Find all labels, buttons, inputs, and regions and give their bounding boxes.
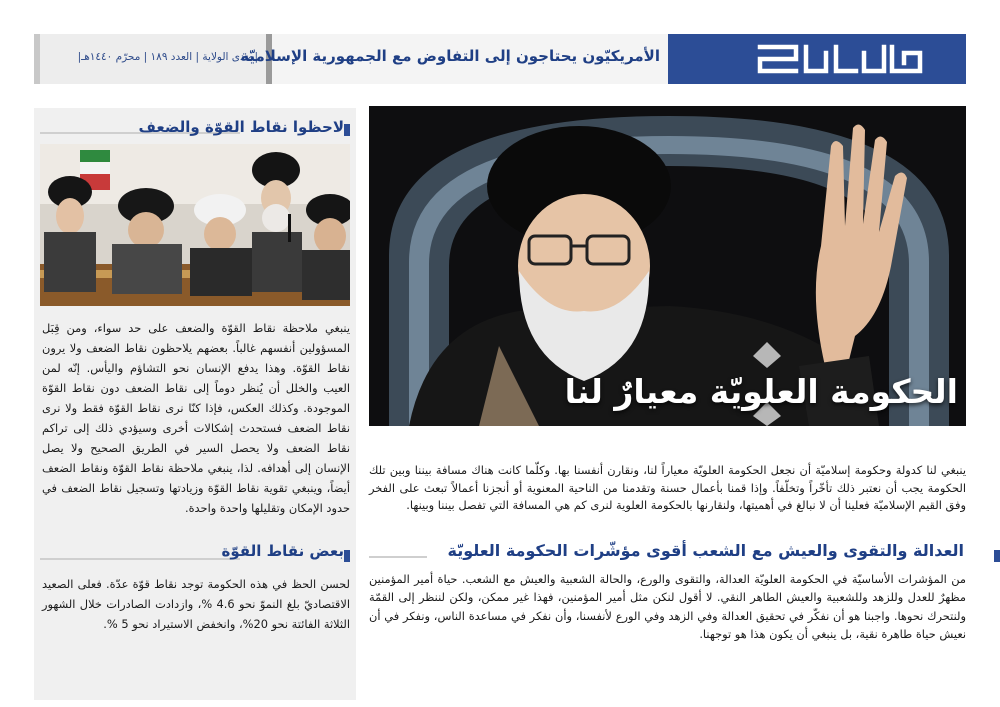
section-marker [994, 550, 1000, 562]
title-marker-2 [344, 550, 350, 562]
section-title: العدالة والتقوى والعيش مع الشعب أقوى مؤشّرات الحكومة العلويّة [447, 541, 964, 560]
publication-logo [668, 34, 966, 84]
leader-photo [369, 106, 966, 426]
issue-meta: |صدى الولاية | العدد ١٨٩ | محرّم ١٤٤٠هـ| [77, 51, 258, 63]
sidebar-article [34, 108, 356, 700]
issue-info-panel [34, 34, 266, 84]
sidebar-paragraph: ينبغي ملاحظة نقاط القوّة والضعف على حد سواء، ومن قِبَل المسؤولين أنفسهم غالباً. بعضهم يلاحظون نقاط الضعف ولا يرون نقاط القوّة. وهذا يدفع الإنسان نحو التشاؤم واليأس. إنّه لمن العيب والخلل أن يُنظر دوماً إلى نقاط الضعف دون نقاط القوّة الموجودة. وكذلك العكس، فإذا كنّا نرى نقاط القوّة فقط ولا نرى نقاط الضعف فستحدث إشكالات أخرى وسيؤدي ذلك إلى تراكم نقاط الضعف ولا يحصل السير في الطريق الصحيح ولا يصل الإنسان إلى أهدافه. لذا، ينبغي ملاحظة نقاط القوّة ونقاط الضعف أيضاً، وينبغي تقوية نقاط القوّة وزيادتها وتسجيل نقاط الضعف في حدود الإمكان وتقليلها واحدة واحدة. [42, 321, 350, 515]
sidebar-title-2: بعض نقاط القوّة [221, 542, 344, 560]
sidebar-paragraph-2: لحسن الحظ في هذه الحكومة توجد نقاط قوّة عدّة. فعلى الصعيد الاقتصاديّ بلغ النموّ نحو 4.6 %، وازدادت الصادرات خلال الشهور الثلاثة الفائتة نحو 20%، وانخفض الاستيراد نحو 5 %. [42, 577, 350, 631]
intro-paragraph: ينبغي لنا كدولة وحكومة إسلاميّة أن نجعل الحكومة العلويّة معياراً لنا، ونقارن أنفسنا بها. وكلّما كانت هناك مسافة بيننا وبين تلك الحكومة يجب أن نعتبر ذلك تأخّراً وتخلّفاً. وإذا قمنا بأعمال حسنة وتقدمنا من الناحية المعنوية أو أنجزنا أعمالاً تبعث على الفخر وفق القيم الإسلاميّة فعلينا أن لا نبالغ في أهميتها، ولنقارنها بالحكومة العلوية لنرى كم هي المسافة التي تفصل بيننا وبينها. [369, 463, 966, 512]
top-headline: الأمريكيّون يحتاجون إلى التفاوض مع الجمهورية الإسلاميّة [240, 47, 660, 65]
section-rule [369, 556, 427, 558]
photo-headline: الحكومة العلويّة معيارٌ لنا [564, 372, 958, 411]
title-rule-2 [40, 558, 240, 560]
section-paragraph: من المؤشرات الأساسيّة في الحكومة العلويّة العدالة، والتقوى والورع، والحالة الشعبية والعيش مع الشعب. حياة أمير المؤمنين مظهرٌ للعدل وللزهد وللشعبية والعيش الطاهر النقي. لا أقول لنكن مثل أمير المؤمنين، فهذا غير ممكن، ولكن لننظر إلى القمّة ولنتحرك نحوها. واجبنا هو أن نفكّر في تحقيق العدالة وفي الزهد وفي الورع لأنفسنا، وأن نفكر في مساعدة الناس، ونفكر في أن نعيش حياة طاهرة نقية، بل ينبغي أن يكون هذا هو توجهنا. [369, 572, 966, 641]
title-marker [344, 124, 350, 136]
sidebar-title: لاحظوا نقاط القوّة والضعف [138, 118, 344, 136]
meeting-photo [40, 144, 350, 306]
headline-panel [240, 34, 668, 84]
masthead [34, 34, 966, 84]
logo-mark [756, 43, 924, 75]
